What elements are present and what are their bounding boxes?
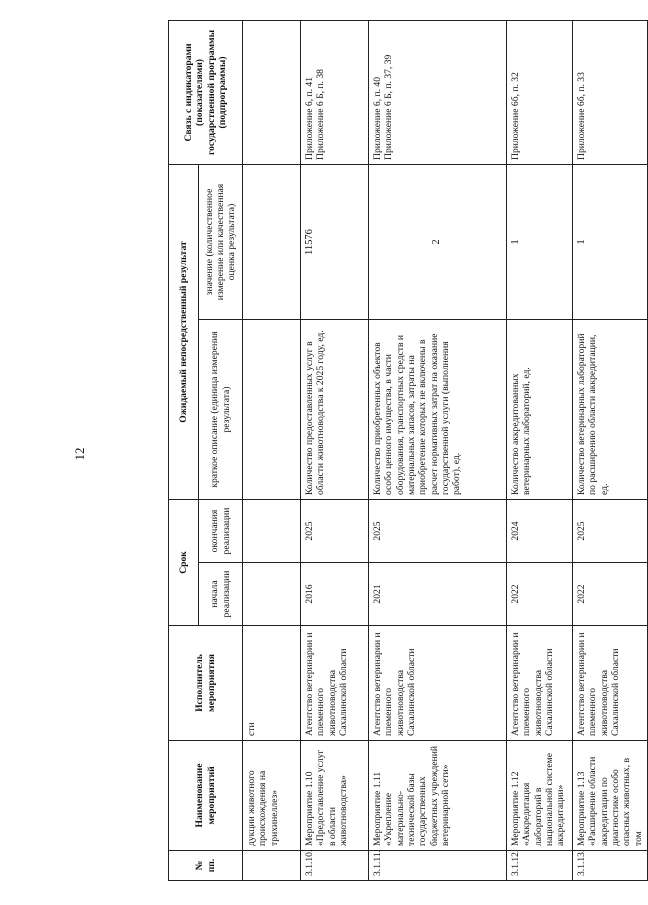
row-start: 2022 [573, 563, 648, 626]
row-value: 1 [507, 164, 573, 319]
row-end: 2025 [369, 500, 507, 563]
rotated-table-container [168, 21, 644, 881]
row-link: Приложение 6б, п. 32 [507, 20, 573, 164]
row-end: 2025 [301, 500, 369, 563]
row-name: дукции животного происхождения на трихинеллез» [243, 741, 301, 851]
row-num: 3.1.10. [301, 851, 369, 881]
row-value: 1 [573, 164, 648, 319]
header-name: Наименование мероприятий [169, 741, 243, 851]
header-link: Связь с индикаторами (показателями) государственной программы (подпрограммы) [169, 20, 243, 164]
row-description: Количество аккредитованных ветеринарных лабораторий, ед. [507, 320, 573, 500]
row-name: Мероприятие 1.13 «Расширение области аккредитации по диагностике особо опасных животных, в том [573, 741, 648, 851]
row-link [243, 20, 301, 164]
row-end: 2025 [573, 500, 648, 563]
table-row [507, 20, 573, 880]
row-num [243, 851, 301, 881]
header-description: краткое описание (единица измерения результата) [199, 320, 243, 500]
row-link: Приложение 6, п. 41 Приложение 6 Б, п. 38 [301, 20, 369, 164]
table-row [369, 20, 507, 880]
header-row-top [169, 20, 199, 880]
header-executor: Исполнитель мероприятия [169, 626, 243, 741]
row-executor: сти [243, 626, 301, 741]
table-row [573, 20, 648, 880]
table-row [243, 20, 301, 880]
row-end: 2024 [507, 500, 573, 563]
header-num: № пп. [169, 851, 243, 881]
header-end: окончания реализации [199, 500, 243, 563]
row-executor: Агентство ветеринарии и племенного животноводства Сахалинской области [573, 626, 648, 741]
page-number: 12 [72, 447, 87, 461]
measures-table [168, 20, 648, 881]
row-num: 3.1.11. [369, 851, 507, 881]
row-start: 2021 [369, 563, 507, 626]
row-value: 11576 [301, 164, 369, 319]
row-name: Мероприятие 1.12 «Аккредитация лабораторий в национальной системе аккредитации» [507, 741, 573, 851]
row-start: 2016 [301, 563, 369, 626]
row-description: Количество ветеринарных лабораторий по расширению области аккредитации, ед. [573, 320, 648, 500]
row-description: Количество приобретенных объектов особо ценного имущества, в части оборудования, транспортных средств и материальных запасов, затраты на приобретение которых не включены в расчет нормативных затрат на оказание государственной услуги (выполнения работ), ед. [369, 320, 507, 500]
row-end [243, 500, 301, 563]
header-expected-result: Ожидаемый непосредственный результат [169, 164, 199, 499]
row-link: Приложение 6, п. 40 Приложение 6 Б, п. 37, 39 [369, 20, 507, 164]
header-value: значение (количественное измерение или качественная оценка результата) [199, 164, 243, 319]
header-term: Срок [169, 500, 199, 626]
row-name: Мероприятие 1.11 «Укрепление материально-технической базы государственных бюджетных учреждений ветеринарной сети» [369, 741, 507, 851]
table-row [301, 20, 369, 880]
row-num: 3.1.12. [507, 851, 573, 881]
row-link: Приложение 6б, п. 33 [573, 20, 648, 164]
row-value [243, 164, 301, 319]
row-executor: Агентство ветеринарии и племенного животноводства Сахалинской области [301, 626, 369, 741]
row-description: Количество предоставленных услуг в области животноводства к 2025 году, ед. [301, 320, 369, 500]
row-executor: Агентство ветеринарии и племенного животноводства Сахалинской области [369, 626, 507, 741]
row-executor: Агентство ветеринарии и племенного животноводства Сахалинской области [507, 626, 573, 741]
row-num: 3.1.13. [573, 851, 648, 881]
row-start [243, 563, 301, 626]
header-start: начала реализации [199, 563, 243, 626]
row-name: Мероприятие 1.10 «Предоставление услуг в области животноводства» [301, 741, 369, 851]
row-start: 2022 [507, 563, 573, 626]
row-description [243, 320, 301, 500]
row-value: 2 [369, 164, 507, 319]
